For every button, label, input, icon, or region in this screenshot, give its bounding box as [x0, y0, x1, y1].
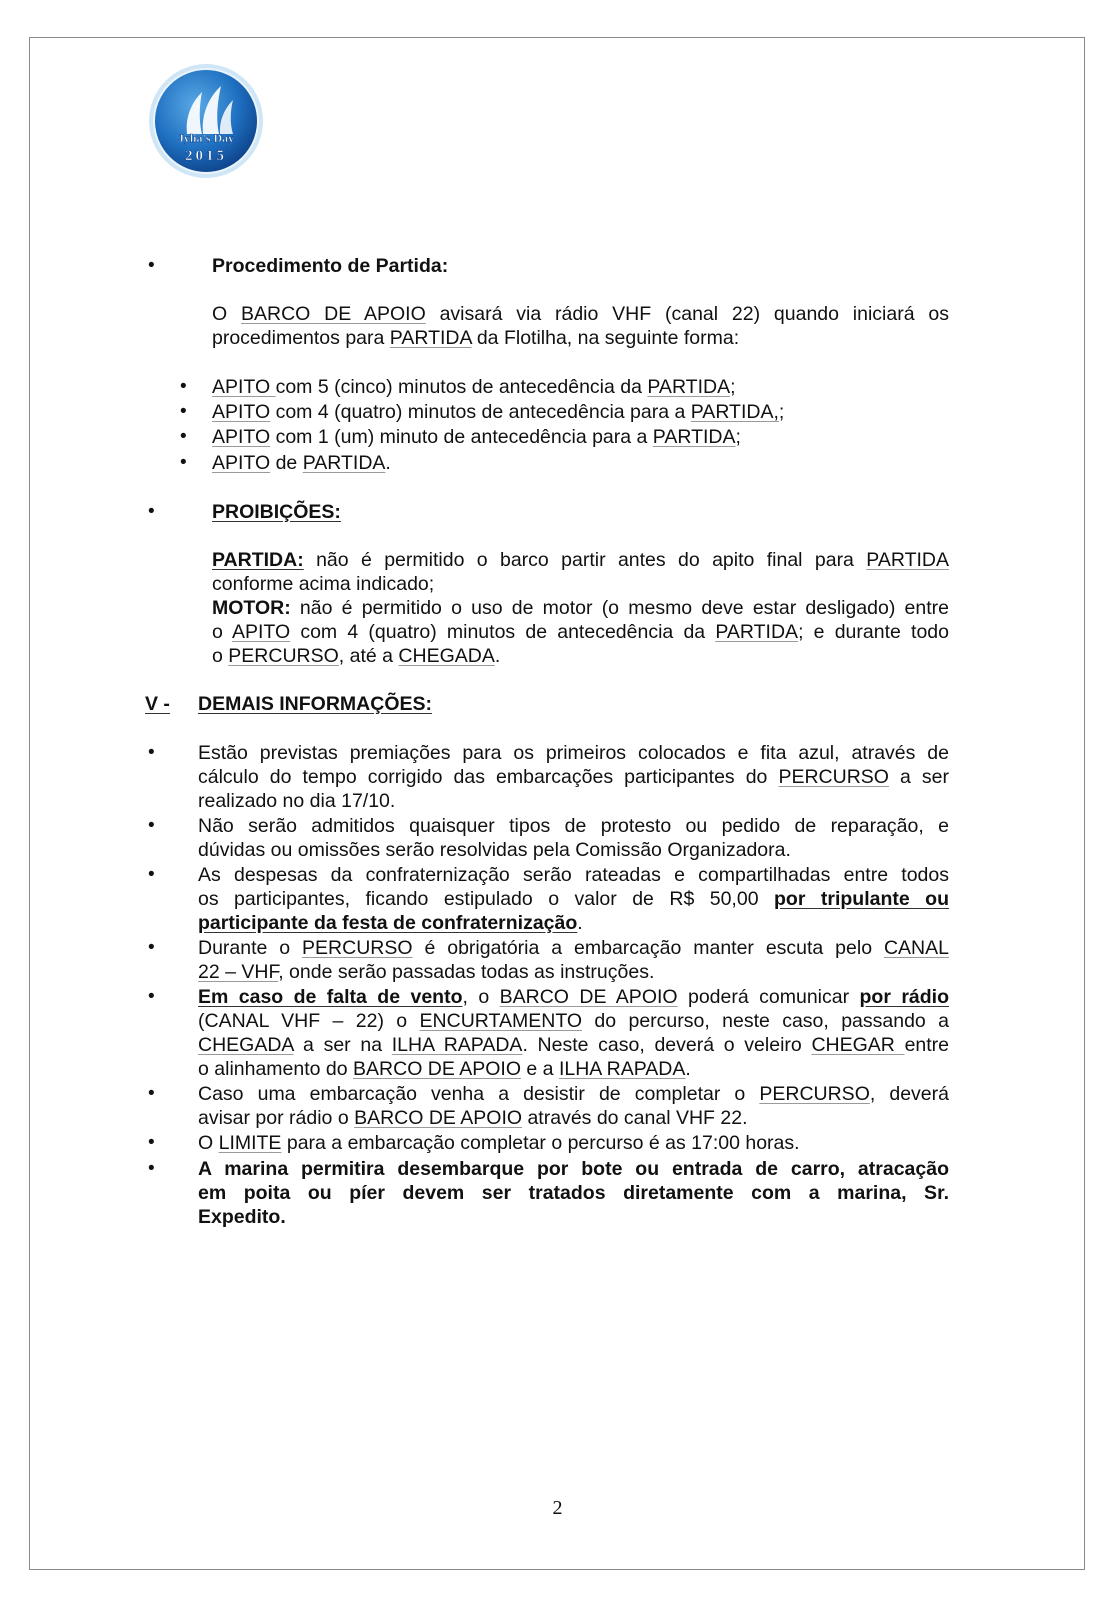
info-line: Expedito.: [198, 1206, 286, 1228]
prohibition-partida-line: conforme acima indicado;: [212, 573, 435, 595]
info-line: CHEGADA a ser na ILHA RAPADA. Neste caso, deverá o veleiro CHEGAR entre: [198, 1034, 950, 1056]
info-line: em poita ou píer devem ser tratados diretamente com a marina, Sr.: [198, 1182, 949, 1204]
info-line: Durante o PERCURSO é obrigatória a embarcação manter escuta pelo CANAL: [198, 937, 949, 959]
bullet: •: [180, 426, 187, 447]
bullet: •: [148, 742, 155, 763]
info-line: cálculo do tempo corrigido das embarcações participantes do PERCURSO a ser: [198, 766, 949, 788]
info-line: avisar por rádio o BARCO DE APOIO através do canal VHF 22.: [198, 1107, 748, 1129]
info-line: o alinhamento do BARCO DE APOIO e a ILHA RAPADA.: [198, 1058, 691, 1080]
page-number: 2: [552, 1497, 563, 1519]
start-heading: Procedimento de Partida:: [212, 255, 449, 277]
info-line: Em caso de falta de vento, o BARCO DE APOIO poderá comunicar por rádio: [198, 986, 950, 1008]
bullet: •: [180, 401, 187, 422]
logo-bottom-text: 2015: [185, 148, 227, 164]
section-title: DEMAIS INFORMAÇÕES:: [198, 693, 432, 715]
info-line: os participantes, ficando estipulado o valor de R$ 50,00 por tripulante ou: [198, 888, 950, 910]
info-line: (CANAL VHF – 22) o ENCURTAMENTO do percurso, neste caso, passando a: [198, 1010, 949, 1032]
bullet: •: [148, 1158, 155, 1179]
bullet: •: [148, 864, 155, 885]
start-list-item: APITO com 5 (cinco) minutos de antecedência da PARTIDA;: [212, 376, 736, 398]
event-logo: [147, 62, 265, 180]
info-line: A marina permitira desembarque por bote ou entrada de carro, atracação: [198, 1158, 949, 1180]
start-list-item: APITO com 4 (quatro) minutos de antecedência para a PARTIDA,;: [212, 401, 785, 423]
bullet: •: [148, 255, 155, 276]
prohibitions-heading: PROIBIÇÕES:: [212, 501, 341, 523]
bullet: •: [180, 376, 187, 397]
info-line: As despesas da confraternização serão rateadas e compartilhadas entre todos: [198, 864, 949, 886]
prohibition-motor-line: o PERCURSO, até a CHEGADA.: [212, 645, 501, 667]
section-number: V -: [145, 693, 170, 715]
start-paragraph-line: procedimentos para PARTIDA da Flotilha, na seguinte forma:: [212, 327, 740, 349]
bullet: •: [148, 815, 155, 836]
prohibition-partida-line: PARTIDA: não é permitido o barco partir antes do apito final para PARTIDA: [212, 549, 949, 571]
info-line: Estão previstas premiações para os primeiros colocados e fita azul, através de: [198, 742, 949, 764]
bullet: •: [148, 1132, 155, 1153]
page-border: [29, 37, 1085, 1570]
start-list-item: APITO com 1 (um) minuto de antecedência para a PARTIDA;: [212, 426, 741, 448]
info-line: dúvidas ou omissões serão resolvidas pela Comissão Organizadora.: [198, 839, 791, 861]
bullet: •: [148, 1083, 155, 1104]
prohibition-motor-line: o APITO com 4 (quatro) minutos de antecedência da PARTIDA; e durante todo: [212, 621, 949, 643]
start-list-item: APITO de PARTIDA.: [212, 452, 391, 474]
info-line: Caso uma embarcação venha a desistir de completar o PERCURSO, deverá: [198, 1083, 949, 1105]
bullet: •: [180, 452, 187, 473]
info-line: Não serão admitidos quaisquer tipos de protesto ou pedido de reparação, e: [198, 815, 949, 837]
logo-top-text: Jylia's Day: [177, 131, 235, 145]
bullet: •: [148, 501, 155, 522]
info-line: participante da festa de confraternização.: [198, 912, 583, 934]
info-line: O LIMITE para a embarcação completar o percurso é as 17:00 horas.: [198, 1132, 800, 1154]
prohibition-motor-line: MOTOR: não é permitido o uso de motor (o mesmo deve estar desligado) entre: [212, 597, 949, 619]
bullet: •: [148, 986, 155, 1007]
info-line: realizado no dia 17/10.: [198, 790, 396, 812]
start-paragraph-line: O BARCO DE APOIO avisará via rádio VHF (canal 22) quando iniciará os: [212, 303, 949, 325]
info-line: 22 – VHF, onde serão passadas todas as instruções.: [198, 961, 655, 983]
bullet: •: [148, 937, 155, 958]
